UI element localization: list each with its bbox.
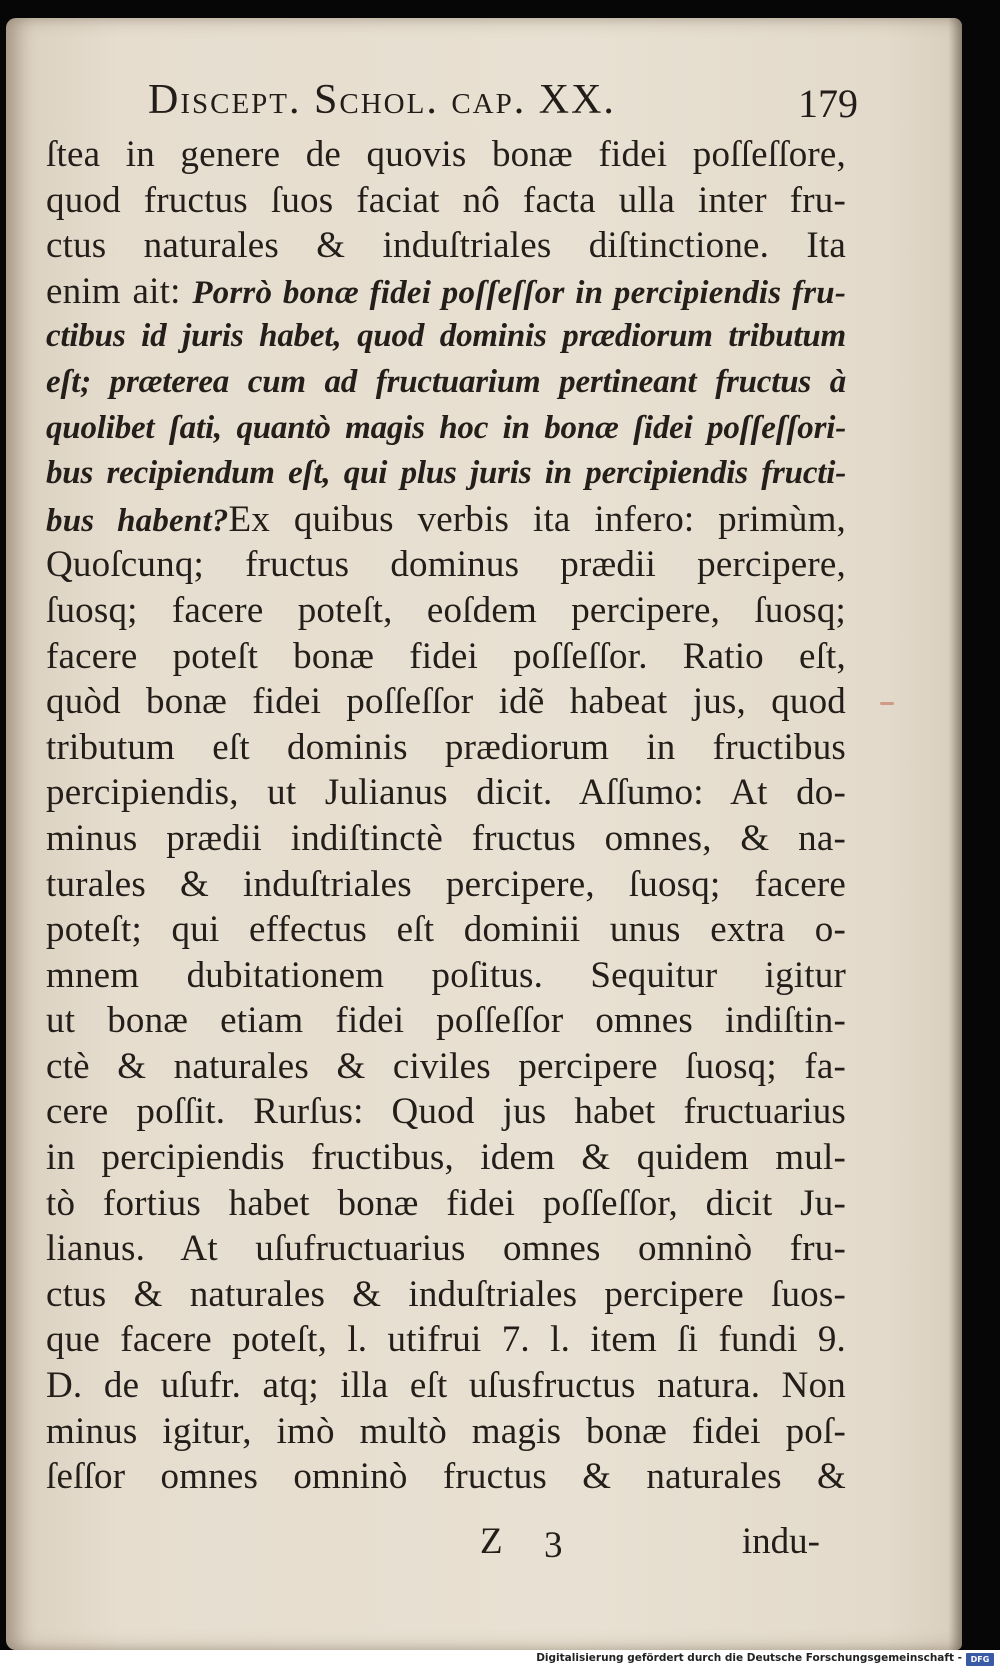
text-line xyxy=(46,1044,846,1090)
text-line xyxy=(46,907,846,953)
text-line xyxy=(46,451,846,497)
text-line xyxy=(46,223,846,269)
text-line xyxy=(46,1181,846,1227)
text-segment: ſuosq; facere poteſt, eoſdem percipere, ſuosq; xyxy=(46,589,846,631)
text-segment: quòd bonæ fidei poſſeſſor idẽ habeat jus, quod xyxy=(46,681,846,723)
text-segment: Quoſcunq; fructus dominus prædii percipere, xyxy=(46,544,846,586)
text-line xyxy=(46,1317,846,1363)
text-line xyxy=(46,1454,846,1500)
digitization-footer xyxy=(0,1650,1000,1670)
text-line xyxy=(46,770,846,816)
text-segment: que facere poteſt, l. utifrui 7. l. item ſi fundi 9. xyxy=(46,1319,846,1361)
text-segment: Ex quibus verbis ita infero: primùm, xyxy=(228,498,846,540)
text-line xyxy=(46,1089,846,1135)
text-line xyxy=(46,178,846,224)
italic-quote-segment: bus habent? xyxy=(46,502,229,539)
text-segment: ctus & naturales & induſtriales percipere ſuos- xyxy=(46,1273,846,1315)
italic-quote-segment: ctibus id juris habet, quod dominis prædiorum tributum xyxy=(46,318,846,355)
text-line xyxy=(46,132,846,178)
text-line xyxy=(46,1409,846,1455)
text-segment: lianus. At uſufructuarius omnes omninò fru- xyxy=(46,1228,846,1270)
text-line xyxy=(46,1363,846,1409)
text-segment: poteſt; qui effectus eſt dominii unus extra o- xyxy=(46,909,846,951)
text-line xyxy=(46,497,846,543)
text-segment: turales & induſtriales percipere, ſuosq; facere xyxy=(46,863,846,905)
text-segment: ſeſſor omnes omninò fructus & naturales & xyxy=(46,1456,846,1498)
text-segment: minus prædii indiſtinctè fructus omnes, & na- xyxy=(46,817,846,859)
body-text xyxy=(46,132,846,1500)
text-segment: tributum eſt dominis prædiorum in fructibus xyxy=(46,726,846,768)
text-segment: D. de uſufr. atq; illa eſt uſusfructus natura. Non xyxy=(46,1365,846,1407)
catchword: indu- xyxy=(741,1521,820,1562)
text-line xyxy=(46,406,846,452)
text-segment: facere poteſt bonæ fidei poſſeſſor. Ratio eſt, xyxy=(46,635,846,677)
text-segment: ut bonæ etiam fidei poſſeſſor omnes indiſtin- xyxy=(46,1000,846,1042)
text-segment: ſtea in genere de quovis bonæ fidei poſſeſſore, xyxy=(46,134,846,175)
text-segment: ctus naturales & induſtriales diſtinctione. Ita xyxy=(46,225,846,267)
dfg-logo: DFG xyxy=(966,1653,994,1666)
text-segment: tò fortius habet bonæ fidei poſſeſſor, dicit Ju- xyxy=(46,1182,846,1224)
text-line xyxy=(46,634,846,680)
page-edge-shadow xyxy=(948,18,962,1650)
text-segment: percipiendis, ut Julianus dicit. Aſſumo: At do- xyxy=(46,772,846,814)
ink-mark xyxy=(880,702,894,705)
running-head-title: Discept. Schol. cap. XX. xyxy=(148,77,616,123)
text-line xyxy=(46,588,846,634)
text-line xyxy=(46,816,846,862)
text-line xyxy=(46,953,846,999)
signature-mark: Z xyxy=(480,1521,503,1562)
text-line xyxy=(46,1272,846,1318)
text-line xyxy=(46,998,846,1044)
text-line xyxy=(46,679,846,725)
signature-number: 3 xyxy=(544,1525,563,1566)
text-segment: in percipiendis fructibus, idem & quidem mul- xyxy=(46,1137,846,1179)
text-line xyxy=(46,269,846,315)
text-segment: ctè & naturales & civiles percipere ſuosq; fa- xyxy=(46,1045,846,1087)
italic-quote-segment: bus recipiendum eſt, qui plus juris in percipiendis fructi- xyxy=(46,455,846,492)
text-segment: enim ait: xyxy=(46,270,193,312)
text-line xyxy=(46,725,846,771)
running-head xyxy=(148,76,868,136)
italic-quote-segment: eſt; præterea cum ad fructuarium pertineant fructus à xyxy=(46,363,846,400)
text-segment: cere poſſit. Rurſus: Quod jus habet fructuarius xyxy=(46,1091,846,1133)
text-line xyxy=(46,1135,846,1181)
italic-quote-segment: Porrò bonæ fidei poſſeſſor in percipiendis fru- xyxy=(192,274,847,311)
text-segment: mnem dubitationem poſitus. Sequitur igitur xyxy=(46,954,846,996)
text-line xyxy=(46,360,846,406)
text-line xyxy=(46,862,846,908)
text-line xyxy=(46,314,846,360)
page-number: 179 xyxy=(798,81,858,126)
italic-quote-segment: quolibet ſati, quantò magis hoc in bonæ ſidei poſſeſſori- xyxy=(46,409,846,446)
catchline xyxy=(480,1520,820,1570)
footer-credit: Digitalisierung gefördert durch die Deutsche Forschungsgemeinschaft - xyxy=(536,1652,962,1664)
text-segment: quod fructus ſuos faciat nô facta ulla inter fru- xyxy=(46,179,846,221)
text-line xyxy=(46,542,846,588)
text-segment: minus igitur, imò multò magis bonæ fidei poſ- xyxy=(46,1410,846,1452)
text-line xyxy=(46,1226,846,1272)
